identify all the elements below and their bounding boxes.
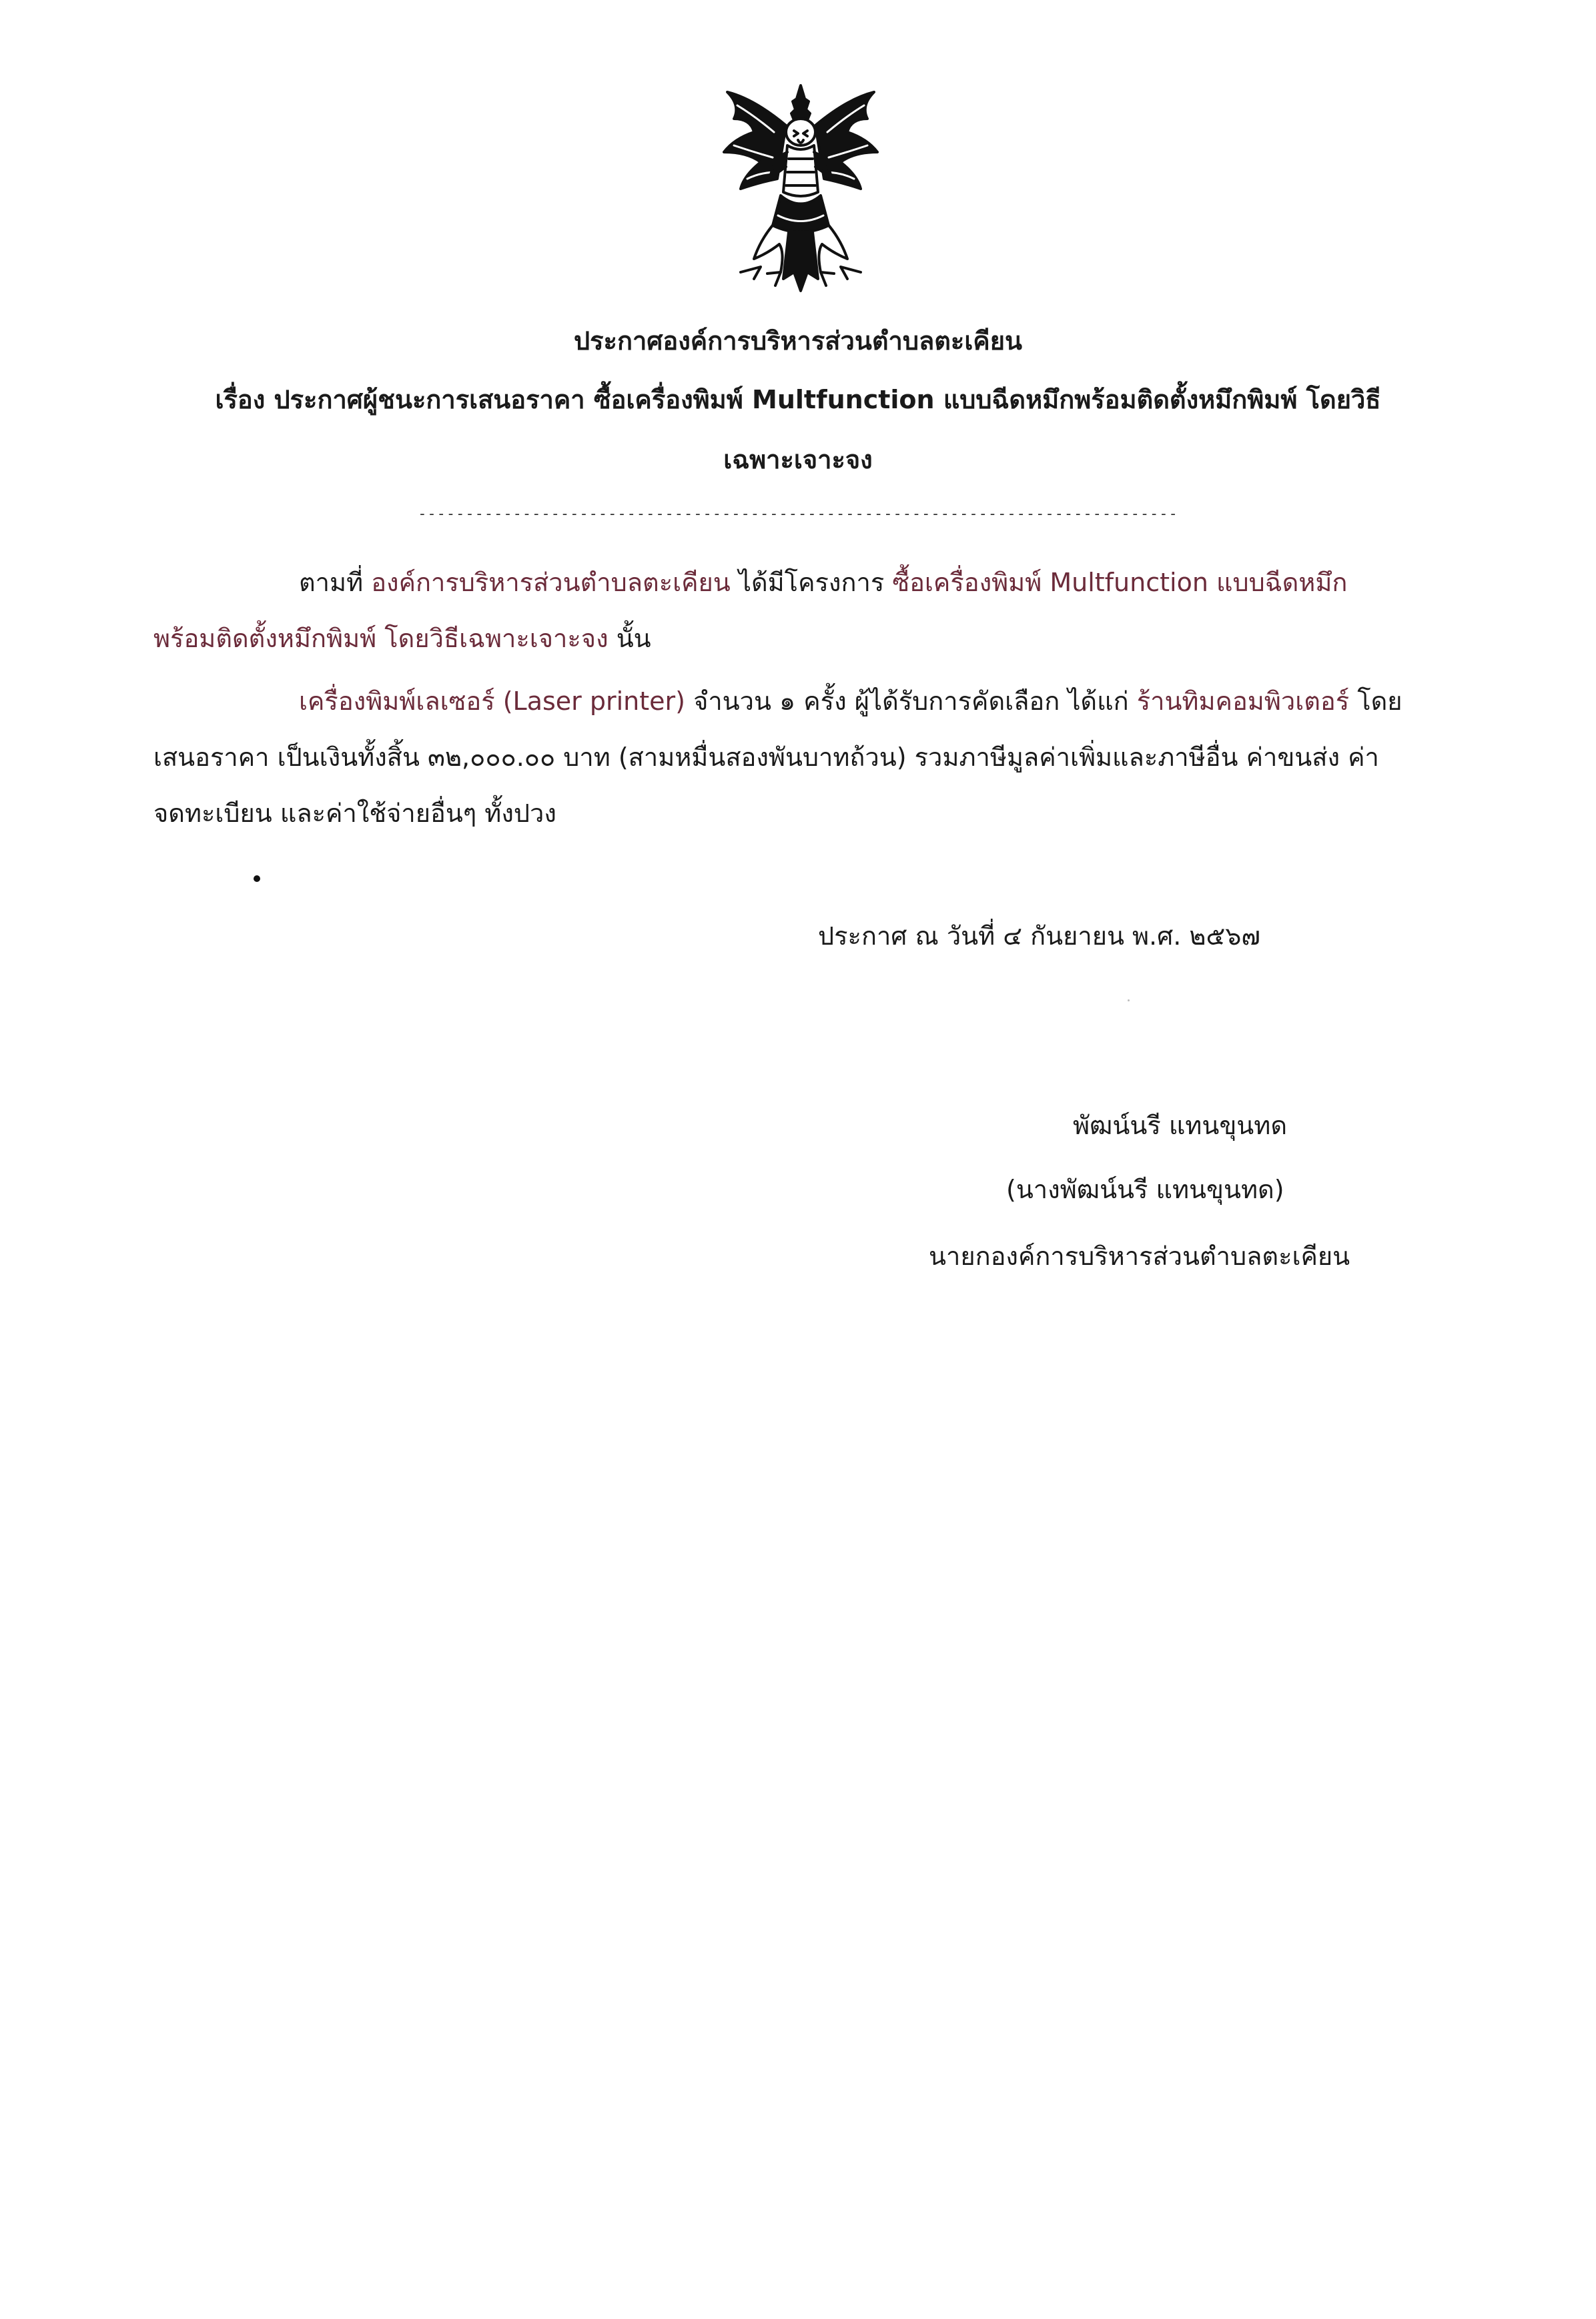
signature-name: พัฒน์นรี แทนขุนทด [1073,1111,1288,1140]
body-prefix: ตามที่ [299,568,372,597]
bullet-dot [254,875,260,882]
body-suffix: นั้น [608,624,651,653]
signatory-position: นายกองค์การบริหารส่วนตำบลตะเคียน [929,1242,1350,1271]
body-line-1 [299,562,1347,602]
project-name: ซื้อเครื่องพิมพ์ Multfunction แบบฉีดหมึก [892,568,1348,597]
project-name-continued: พร้อมติดตั้งหมึกพิมพ์ โดยวิธีเฉพาะเจาะจง [153,624,609,653]
document-subject: เรื่อง ประกาศผู้ชนะการเสนอราคา ซื้อเครื่องพิมพ์ Multfunction แบบฉีดหมึกพร้อมติดตั้งหมึกพิมพ์ โดยวิธี [215,385,1381,414]
vendor-name: ร้านทิมคอมพิวเตอร์ [1136,686,1350,716]
announcement-date: ประกาศ ณ วันที่ ๔ กันยายน พ.ศ. ๒๕๖๗ [818,921,1260,951]
document-subject-continued: เฉพาะเจาะจง [723,445,873,474]
body-text: ได้มีโครงการ [730,568,893,597]
item-name: เครื่องพิมพ์เลเซอร์ (Laser printer) [299,686,685,716]
body-line-4: เสนอราคา เป็นเงินทั้งสิ้น ๓๒,๐๐๐.๐๐ บาท (สามหมื่นสองพันบาทถ้วน) รวมภาษีมูลค่าเพิ่มและภาษีอื่น ค่าขนส่ง ค่า [153,743,1379,772]
garuda-emblem-icon [714,79,887,299]
body-text: โดย [1349,686,1403,716]
scan-speck [1128,999,1130,1001]
body-line-2 [153,618,651,658]
divider-line: -------------------------------------------------------------------------------- [418,506,1178,522]
signatory-full-name: (นางพัฒน์นรี แทนขุนทด) [1006,1175,1284,1204]
organization-name: องค์การบริหารส่วนตำบลตะเคียน [371,568,731,597]
document-title: ประกาศองค์การบริหารส่วนตำบลตะเคียน [574,326,1022,356]
body-line-5: จดทะเบียน และค่าใช้จ่ายอื่นๆ ทั้งปวง [153,799,556,828]
body-line-3 [299,680,1403,721]
body-text: จำนวน ๑ ครั้ง ผู้ได้รับการคัดเลือก ได้แก่ [685,686,1137,716]
